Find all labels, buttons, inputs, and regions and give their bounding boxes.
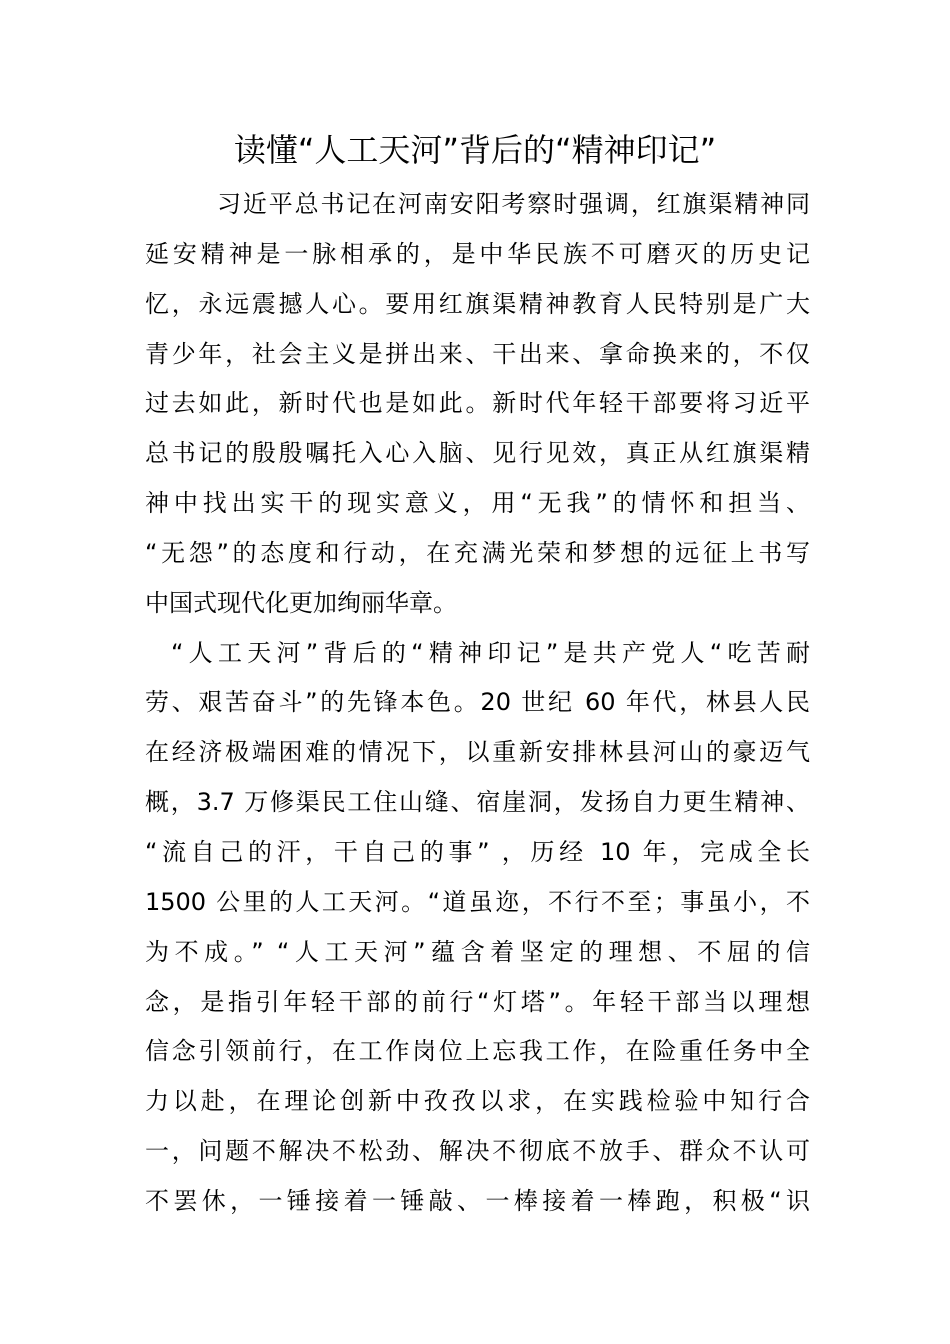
body-line: 忆，永远震撼人心。要用红旗渠精神教育人民特别是广大 xyxy=(145,289,810,318)
body-line: 一，问题不解决不松劲、解决不彻底不放手、群众不认可 xyxy=(145,1137,810,1166)
body-line: 总书记的殷殷嘱托入心入脑、见行见效，真正从红旗渠精 xyxy=(145,439,810,468)
body-line: “无怨”的态度和行动，在充满光荣和梦想的远征上书写 xyxy=(145,538,810,567)
body-line: 概，3.7 万修渠民工住山缝、宿崖洞，发扬自力更生精神、 xyxy=(145,788,810,817)
document-body xyxy=(145,180,810,1227)
body-line: 力以赴，在理论创新中孜孜以求，在实践检验中知行合 xyxy=(145,1087,810,1116)
body-line: 劳、艰苦奋斗”的先锋本色。20 世纪 60 年代，林县人民 xyxy=(145,688,810,717)
body-line: “流自己的汗，干自己的事” ，历经 10 年，完成全长 xyxy=(145,837,810,866)
body-line: “人工天河”背后的“精神印记”是共产党人“吃苦耐 xyxy=(171,638,810,667)
body-line: 中国式现代化更加绚丽华章。 xyxy=(145,588,457,617)
body-line: 青少年，社会主义是拼出来、干出来、拿命换来的，不仅 xyxy=(145,339,810,368)
body-line: 习近平总书记在河南安阳考察时强调，红旗渠精神同 xyxy=(217,190,810,218)
body-line: 在经济极端困难的情况下，以重新安排林县河山的豪迈气 xyxy=(145,738,810,767)
body-line: 1500 公里的人工天河。“道虽迩，不行不至；事虽小，不 xyxy=(145,887,810,916)
body-line: 延安精神是一脉相承的，是中华民族不可磨灭的历史记 xyxy=(145,239,810,268)
body-line: 神中找出实干的现实意义，用“无我”的情怀和担当、 xyxy=(145,489,810,518)
body-line: 不罢休，一锤接着一锤敲、一棒接着一棒跑，积极“识 xyxy=(145,1186,810,1215)
body-line: 过去如此，新时代也是如此。新时代年轻干部要将习近平 xyxy=(145,389,810,418)
document-title: 读懂“人工天河”背后的“精神印记” xyxy=(233,131,717,169)
body-line: 为不成。” “人工天河”蕴含着坚定的理想、不屈的信 xyxy=(145,937,810,966)
body-line: 信念引领前行，在工作岗位上忘我工作，在险重任务中全 xyxy=(145,1037,810,1066)
body-line: 念，是指引年轻干部的前行“灯塔”。年轻干部当以理想 xyxy=(145,987,810,1016)
